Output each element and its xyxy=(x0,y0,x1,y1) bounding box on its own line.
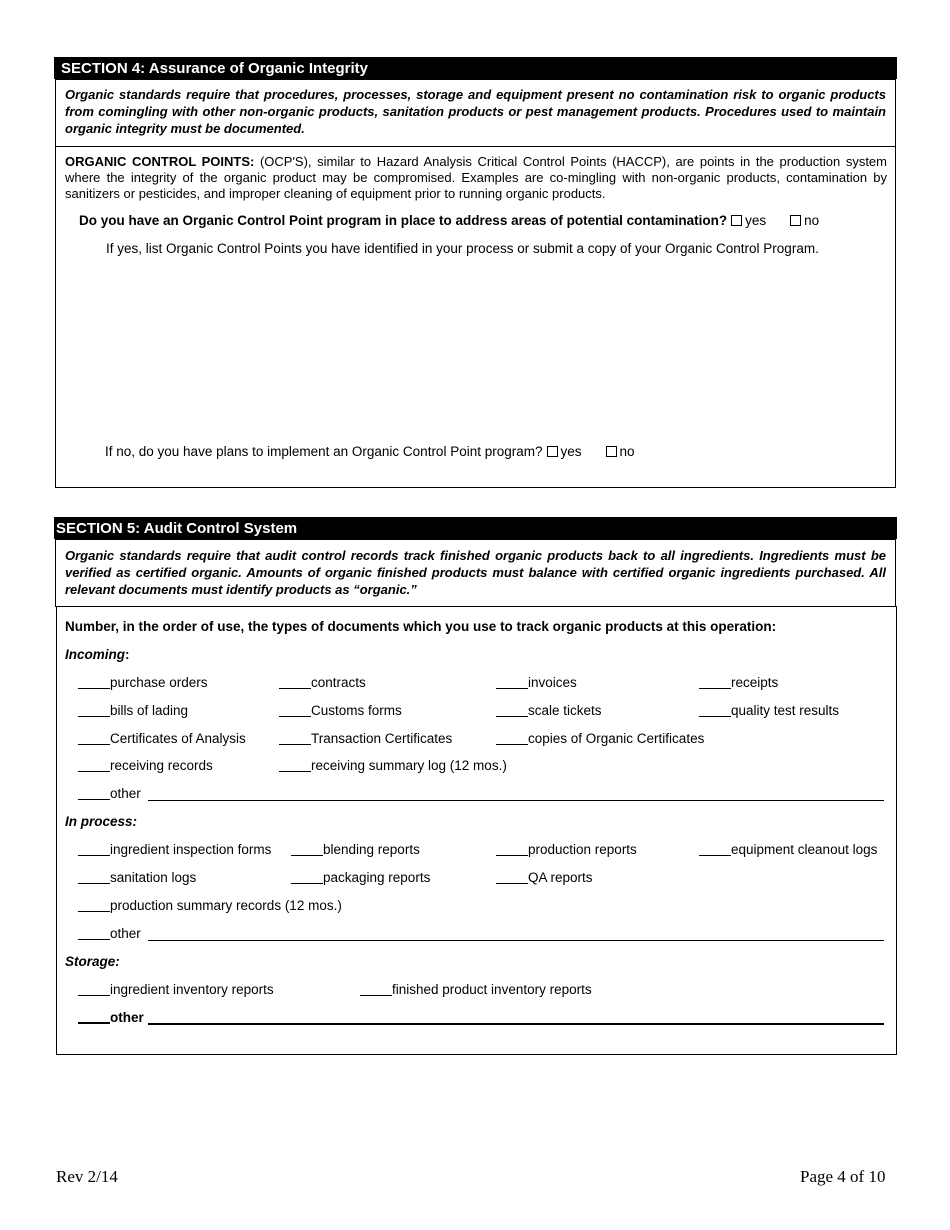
page-number: Page 4 of 10 xyxy=(800,1167,886,1186)
plan-yes-checkbox[interactable] xyxy=(547,446,558,457)
section4-intro: Organic standards require that procedures, processes, storage and equipment present no contamination risk to organic products from comingling with other non-organic products, sanitation products or pest management products. Procedures used to maintain organic integrity must be documented. xyxy=(65,87,886,136)
inprocess-packaging-reports[interactable]: packaging reports xyxy=(291,870,430,885)
incoming-purchase-orders[interactable]: purchase orders xyxy=(78,675,208,690)
plan-no-label: no xyxy=(619,444,635,459)
ocp-answer-area[interactable] xyxy=(106,265,876,435)
if-no-text: If no, do you have plans to implement an Organic Control Point program? xyxy=(105,444,543,459)
section5-header xyxy=(54,517,897,539)
section4-title: SECTION 4: Assurance of Organic Integrity xyxy=(61,60,369,77)
section4-ocp-box xyxy=(55,146,896,488)
incoming-other[interactable]: other xyxy=(78,786,141,801)
plan-no-checkbox[interactable] xyxy=(606,446,617,457)
inprocess-qa-reports[interactable]: QA reports xyxy=(496,870,593,885)
inprocess-ingredient-inspection[interactable]: ingredient inspection forms xyxy=(78,842,271,857)
ocp-yes-label: yes xyxy=(745,213,767,228)
incoming-receiving-summary-log[interactable]: receiving summary log (12 mos.) xyxy=(279,758,507,773)
plan-yes-label: yes xyxy=(560,444,582,459)
section4-header xyxy=(54,57,897,79)
ocp-lead: ORGANIC CONTROL POINTS: xyxy=(65,154,255,169)
inprocess-blending-reports[interactable]: blending reports xyxy=(291,842,420,857)
storage-other[interactable]: other xyxy=(78,1010,144,1025)
ocp-question-text: Do you have an Organic Control Point program in place to address areas of potential contamination? xyxy=(79,213,728,228)
section5-instruction: Number, in the order of use, the types of documents which you use to track organic products at this operation: xyxy=(65,619,777,634)
section5-intro-box xyxy=(55,539,896,607)
incoming-organic-certificates[interactable]: copies of Organic Certificates xyxy=(496,731,704,746)
section5-title: SECTION 5: Audit Control System xyxy=(56,520,298,537)
incoming-quality-test-results[interactable]: quality test results xyxy=(699,703,839,718)
incoming-scale-tickets[interactable]: scale tickets xyxy=(496,703,602,718)
section4-intro-box xyxy=(55,79,896,147)
if-no-question xyxy=(105,444,635,459)
ocp-yes-checkbox[interactable] xyxy=(731,215,742,226)
inprocess-other-line[interactable] xyxy=(148,940,884,941)
inprocess-label: In process: xyxy=(65,814,138,829)
incoming-certificates-of-analysis[interactable]: Certificates of Analysis xyxy=(78,731,246,746)
inprocess-other[interactable]: other xyxy=(78,926,141,941)
incoming-other-line[interactable] xyxy=(148,800,884,801)
inprocess-sanitation-logs[interactable]: sanitation logs xyxy=(78,870,196,885)
inprocess-production-reports[interactable]: production reports xyxy=(496,842,637,857)
incoming-bills-of-lading[interactable]: bills of lading xyxy=(78,703,188,718)
incoming-receipts[interactable]: receipts xyxy=(699,675,778,690)
storage-finished-product-inventory[interactable]: finished product inventory reports xyxy=(360,982,592,997)
inprocess-equipment-cleanout[interactable]: equipment cleanout logs xyxy=(699,842,877,857)
incoming-invoices[interactable]: invoices xyxy=(496,675,577,690)
storage-label: Storage: xyxy=(65,954,120,969)
incoming-contracts[interactable]: contracts xyxy=(279,675,366,690)
ocp-no-label: no xyxy=(804,213,820,228)
incoming-receiving-records[interactable]: receiving records xyxy=(78,758,213,773)
section5-intro: Organic standards require that audit control records track finished organic products back to all ingredients. Ingredients must be verified as certified organic. Amounts of organic finished products must balance with certified organic ingredients purchased. All relevant documents must identify products as “organic.” xyxy=(65,548,886,597)
incoming-customs-forms[interactable]: Customs forms xyxy=(279,703,402,718)
storage-ingredient-inventory[interactable]: ingredient inventory reports xyxy=(78,982,274,997)
ocp-question xyxy=(79,213,819,228)
ocp-no-checkbox[interactable] xyxy=(790,215,801,226)
incoming-label: Incoming: xyxy=(65,647,130,662)
inprocess-production-summary[interactable]: production summary records (12 mos.) xyxy=(78,898,342,913)
revision-label: Rev 2/14 xyxy=(56,1167,118,1186)
if-yes-instruction: If yes, list Organic Control Points you have identified in your process or submit a copy of your Organic Control Program. xyxy=(106,241,819,256)
ocp-paragraph xyxy=(65,154,887,202)
incoming-transaction-certificates[interactable]: Transaction Certificates xyxy=(279,731,452,746)
storage-other-line[interactable] xyxy=(148,1023,884,1025)
ocp-text: (OCP'S), similar to Hazard Analysis Critical Control Points (HACCP), are points in the production system where the integrity of the organic product may be compromised. Examples are co-mingling with non-organic products, contamination by sanitizers or pesticides, and improper cleaning of equipment prior to running organic products. xyxy=(65,154,887,201)
